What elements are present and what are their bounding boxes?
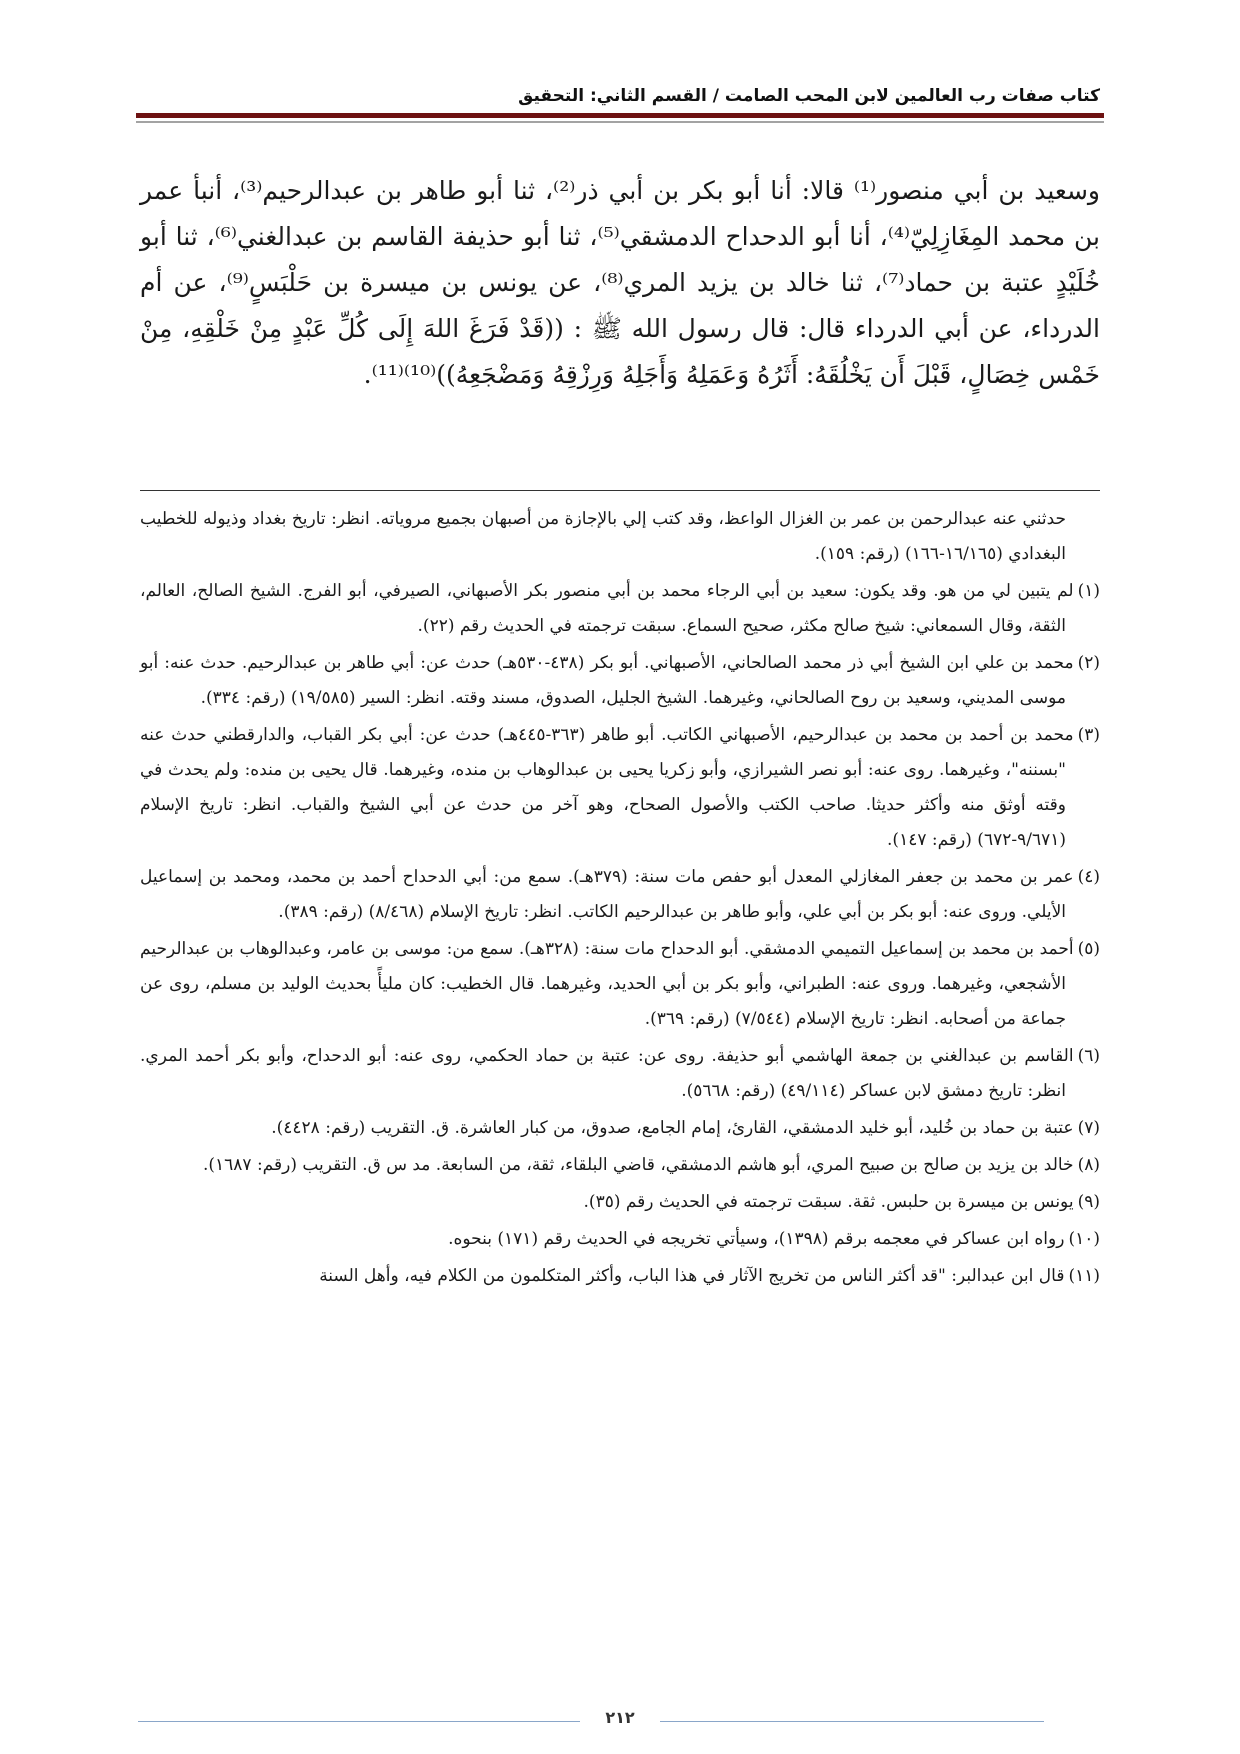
footnote-number: (٩) bbox=[1077, 1192, 1100, 1212]
book-title: كتاب صفات رب العالمين لابن المحب الصامت / القسم الثاني: التحقيق bbox=[518, 86, 1100, 106]
footnote-text: القاسم بن عبدالغني بن جمعة الهاشمي أبو حذيفة. روى عن: عتبة بن حماد الحكمي، روى عنه: أبو الدحداح، وأبو بكر أحمد المري. انظر: تاريخ دمشق لابن عساكر (٤٩/١١٤) (رقم: ٥٦٦٨). bbox=[140, 1046, 1074, 1101]
footnote-number: (٧) bbox=[1077, 1118, 1100, 1138]
footnote-text: عمر بن محمد بن جعفر المغازلي المعدل أبو حفص مات سنة: (٣٧٩هـ). سمع من: أبي الدحداح أحمد بن محمد، ومحمد بن إسماعيل الأيلي. وروى عنه: أبو بكر بن أبي علي، وأبو طاهر بن عبدالرحيم الكاتب. انظر: تاريخ الإسلام (٨/٤٦٨) (رقم: ٣٨٩). bbox=[140, 867, 1074, 922]
footnote-number: (١٠) bbox=[1068, 1229, 1100, 1249]
footnote-number: (٦) bbox=[1077, 1046, 1100, 1066]
footnote-text: لم يتبين لي من هو. وقد يكون: سعيد بن أبي الرجاء محمد بن أبي منصور بكر الأصبهاني، الصيرفي، أبو الفرج. الشيخ الصالح، العالم، الثقة، وقال السمعاني: شيخ صالح مكثر، صحيح السماع. سبقت ترجمته في الحديث رقم (٢٢). bbox=[140, 581, 1074, 636]
main-text-block bbox=[140, 168, 1100, 398]
footnote-text: رواه ابن عساكر في معجمه برقم (١٣٩٨)، وسيأتي تخريجه في الحديث رقم (١٧١) بنحوه. bbox=[448, 1229, 1065, 1249]
footnote-3 bbox=[140, 718, 1100, 858]
footnotes bbox=[140, 502, 1100, 1296]
footnote-5 bbox=[140, 932, 1100, 1037]
running-header bbox=[136, 78, 1104, 114]
hadith-paragraph: وسعيد بن أبي منصور⁽¹⁾ قالا: أنا أبو بكر بن أبي ذر⁽²⁾، ثنا أبو طاهر بن عبدالرحيم⁽³⁾، أنبأ عمر بن محمد المِغَازِلِيّ⁽⁴⁾، أنا أبو الدحداح الدمشقي⁽⁵⁾، ثنا أبو حذيفة القاسم بن عبدالغني⁽⁶⁾، ثنا أبو خُلَيْدٍ عتبة بن حماد⁽⁷⁾، ثنا خالد بن يزيد المري⁽⁸⁾، عن يونس بن ميسرة بن حَلْبَسٍ⁽⁹⁾، عن أم الدرداء، عن أبي الدرداء قال: قال رسول الله ﷺ : ((قَدْ فَرَغَ اللهَ إِلَى كُلِّ عَبْدٍ مِنْ خَلْقِهِ، مِنْ خَمْس خِصَالٍ، قَبْلَ أَن يَخْلُقَهُ: أَثَرُهُ وَعَمَلِهُ وَأَجَلِهُ وَرِزْقِهُ وَمَضْجَعِهُ))⁽¹⁰⁾⁽¹¹⁾. bbox=[140, 176, 1101, 389]
footnote-number: (١) bbox=[1077, 581, 1101, 601]
footnote-text: محمد بن علي ابن الشيخ أبي ذر محمد الصالحاني، الأصبهاني. أبو بكر (٤٣٨-٥٣٠هـ) حدث عن: أبي طاهر بن عبدالرحيم. حدث عنه: أبو موسى المديني، وسعيد بن روح الصالحاني، وغيرهما. الشيخ الجليل، الصدوق، مسند وقته. انظر: السير (١٩/٥٨٥) (رقم: ٣٣٤). bbox=[140, 653, 1074, 708]
footnote-text: عتبة بن حماد بن خُليد، أبو خليد الدمشقي، القارئ، إمام الجامع، صدوق، من كبار العاشرة. ق. التقريب (رقم: ٤٤٢٨). bbox=[271, 1118, 1074, 1138]
footnote-text: خالد بن يزيد بن صالح بن صبيح المري، أبو هاشم الدمشقي، قاضي البلقاء، ثقة، من السابعة. مد س ق. التقريب (رقم: ١٦٨٧). bbox=[202, 1155, 1074, 1175]
header-rule-thin bbox=[136, 121, 1104, 123]
header-rule-thick bbox=[136, 113, 1104, 118]
footnote-2 bbox=[140, 646, 1100, 716]
footnote-number: (٢) bbox=[1077, 653, 1100, 673]
footnote-number: (٣) bbox=[1077, 725, 1100, 745]
footnote-6 bbox=[140, 1039, 1100, 1109]
footnote-10 bbox=[140, 1222, 1100, 1257]
footnote-text: يونس بن ميسرة بن حلبس. ثقة. سبقت ترجمته في الحديث رقم (٣٥). bbox=[583, 1192, 1074, 1212]
footnote-number: (٨) bbox=[1077, 1155, 1100, 1175]
footnote-continuation: حدثني عنه عبدالرحمن بن عمر بن الغزال الواعظ، وقد كتب إلي بالإجازة من أصبهان بجميع مروياته. انظر: تاريخ بغداد وذيوله للخطيب البغدادي (١٦/١٦٥-١٦٦) (رقم: ١٥٩). bbox=[140, 509, 1066, 564]
footnote-text: محمد بن أحمد بن محمد بن عبدالرحيم، الأصبهاني الكاتب. أبو طاهر (٣٦٣-٤٤٥هـ) حدث عن: أبي بكر القباب، والدارقطني حدث عنه "بسننه"، وغيرهما. روى عنه: أبو نصر الشيرازي، وأبو زكريا يحيى بن عبدالوهاب بن منده، وغيرهما. قال يحيى بن منده: ولم يحدث في وقته أوثق منه وأكثر حديثا. صاحب الكتب والأصول الصحاح، وهو آخر من حدث عن أبي الشيخ والقباب. انظر: تاريخ الإسلام (٩/٦٧١-٦٧٢) (رقم: ١٤٧). bbox=[140, 725, 1074, 850]
footnote-text: أحمد بن محمد بن إسماعيل التميمي الدمشقي. أبو الدحداح مات سنة: (٣٢٨هـ). سمع من: موسى بن عامر، وعبدالوهاب بن عبدالرحيم الأشجعي، وغيرهما. وروى عنه: الطبراني، وأبو بكر بن أبي الحديد، وغيرهما. قال الخطيب: كان مليأً بحديث الوليد بن مسلم، روى عن جماعة من أصحابه. انظر: تاريخ الإسلام (٧/٥٤٤) (رقم: ٣٦٩). bbox=[140, 939, 1074, 1029]
footnote-number: (٤) bbox=[1077, 867, 1100, 887]
footnote-11 bbox=[140, 1259, 1100, 1294]
footnote-text: قال ابن عبدالبر: "قد أكثر الناس من تخريج الآثار في هذا الباب، وأكثر المتكلمون من الكلام فيه، وأهل السنة bbox=[319, 1266, 1065, 1286]
footnote-4 bbox=[140, 860, 1100, 930]
footnote-separator bbox=[140, 490, 1100, 491]
footnote-9 bbox=[140, 1185, 1100, 1220]
footnote-8 bbox=[140, 1148, 1100, 1183]
footnote-number: (٥) bbox=[1077, 939, 1100, 959]
footnote-7 bbox=[140, 1111, 1100, 1146]
page-number: ٢١٢ bbox=[605, 1708, 635, 1727]
footnote-1 bbox=[140, 574, 1100, 644]
footnote-number: (١١) bbox=[1068, 1266, 1100, 1286]
